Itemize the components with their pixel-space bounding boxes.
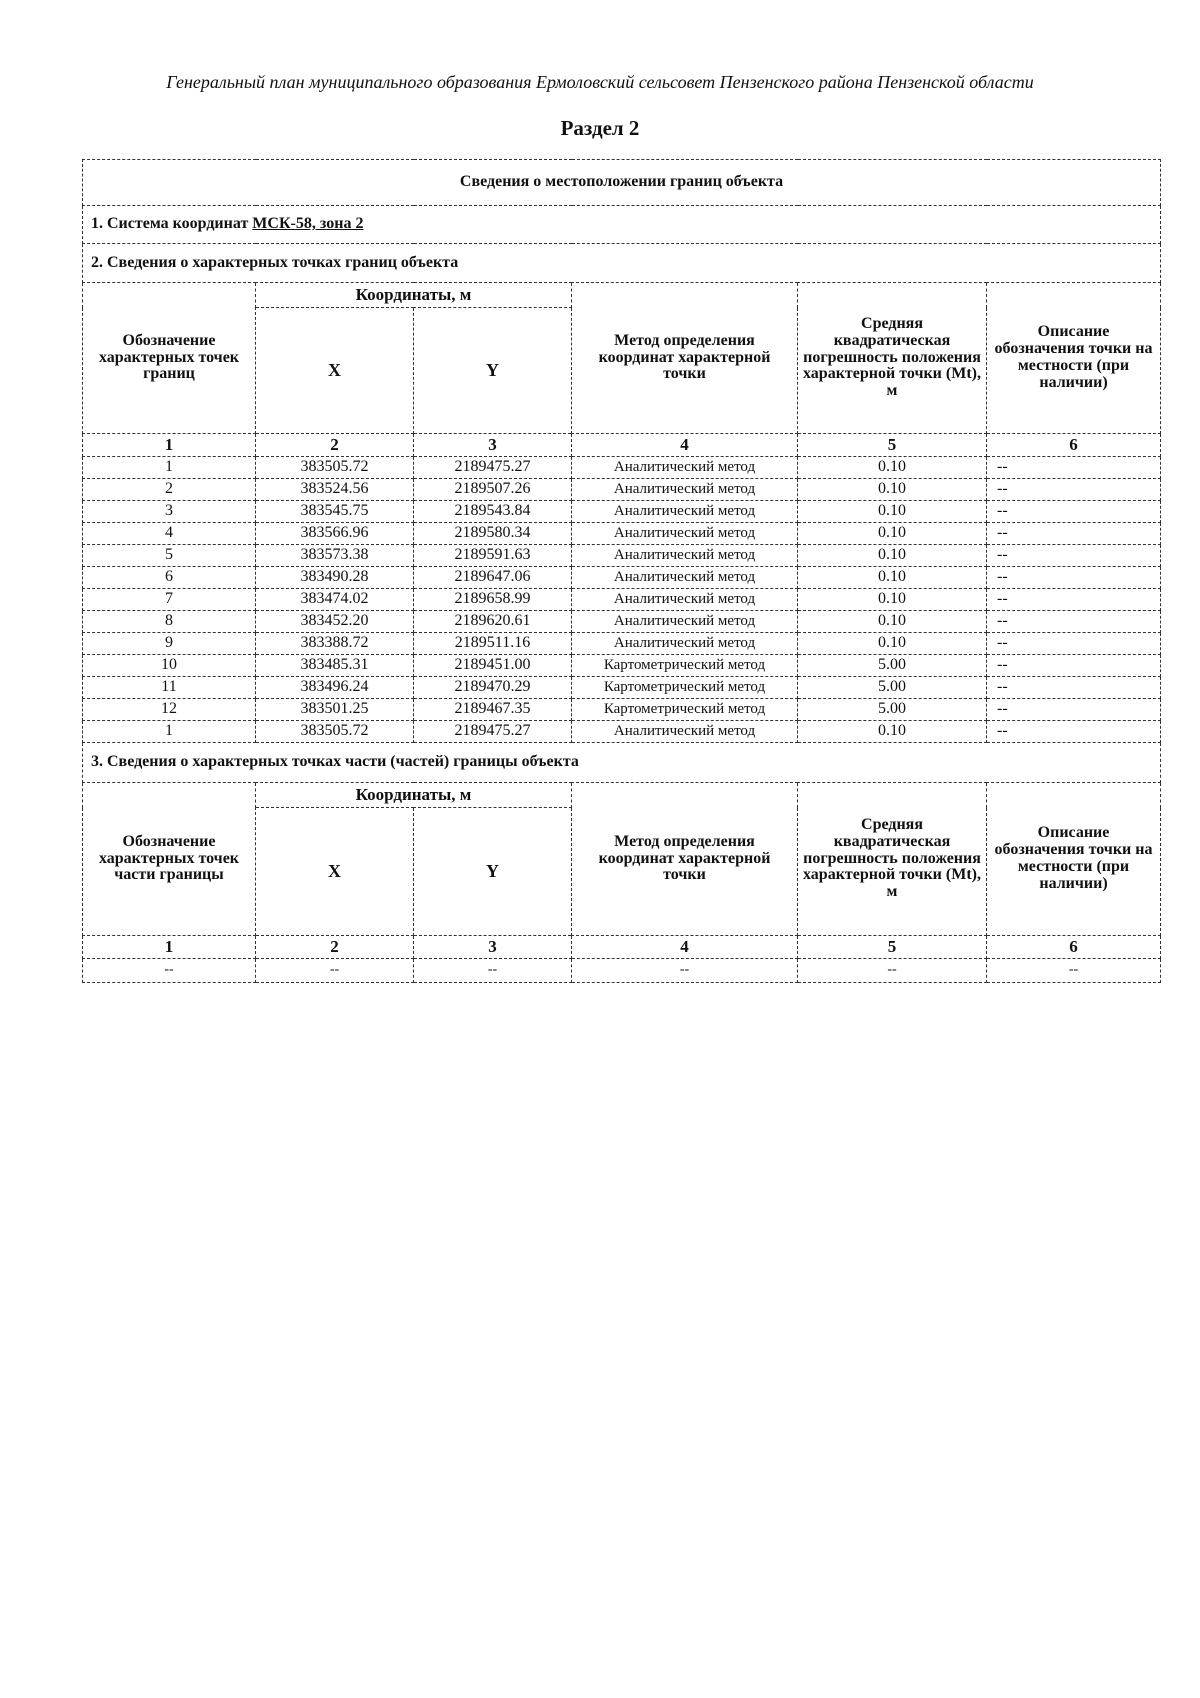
empty-cell: -- xyxy=(798,959,987,983)
accuracy: 0.10 xyxy=(798,457,987,479)
coord-y: 2189475.27 xyxy=(414,721,572,743)
table-row xyxy=(83,523,1161,545)
coord-y: 2189507.26 xyxy=(414,479,572,501)
point-id: 11 xyxy=(83,677,256,699)
point-id: 9 xyxy=(83,633,256,655)
column-number: 5 xyxy=(798,434,987,457)
point-id: 5 xyxy=(83,545,256,567)
accuracy: 0.10 xyxy=(798,523,987,545)
table-row xyxy=(83,959,1161,983)
header3-coords: Координаты, м xyxy=(256,783,572,808)
header-accuracy: Средняя квадратическая погрешность положения характерной точки (Mt), м xyxy=(798,283,987,434)
description: -- xyxy=(987,721,1161,743)
coord-x: 383505.72 xyxy=(256,457,414,479)
column-number: 3 xyxy=(414,936,572,959)
empty-cell: -- xyxy=(572,959,798,983)
description: -- xyxy=(987,699,1161,721)
method: Аналитический метод xyxy=(572,721,798,743)
method: Аналитический метод xyxy=(572,545,798,567)
accuracy: 0.10 xyxy=(798,633,987,655)
coord-x: 383505.72 xyxy=(256,721,414,743)
description: -- xyxy=(987,457,1161,479)
point-id: 6 xyxy=(83,567,256,589)
crs-value: МСК-58, зона 2 xyxy=(252,215,364,233)
method: Аналитический метод xyxy=(572,501,798,523)
point-id: 4 xyxy=(83,523,256,545)
column-number: 4 xyxy=(572,936,798,959)
coord-y: 2189647.06 xyxy=(414,567,572,589)
coord-x: 383524.56 xyxy=(256,479,414,501)
column-number: 5 xyxy=(798,936,987,959)
accuracy: 5.00 xyxy=(798,655,987,677)
coord-y: 2189467.35 xyxy=(414,699,572,721)
table-row xyxy=(83,545,1161,567)
column-number: 6 xyxy=(987,936,1161,959)
point-id: 12 xyxy=(83,699,256,721)
crs-prefix: 1. Система координат xyxy=(91,215,249,233)
header-x: X xyxy=(256,308,414,434)
header3-description: Описание обозначения точки на местности (при наличии) xyxy=(987,783,1161,936)
description: -- xyxy=(987,479,1161,501)
header-point: Обозначение характерных точек границ xyxy=(83,283,256,434)
column-number: 4 xyxy=(572,434,798,457)
accuracy: 0.10 xyxy=(798,721,987,743)
column-number-row xyxy=(83,434,1161,457)
accuracy: 0.10 xyxy=(798,545,987,567)
column-number: 2 xyxy=(256,936,414,959)
table-title: Сведения о местоположении границ объекта xyxy=(83,160,1161,206)
coord-y: 2189470.29 xyxy=(414,677,572,699)
table-row xyxy=(83,611,1161,633)
point-id: 10 xyxy=(83,655,256,677)
table-row xyxy=(83,479,1161,501)
table-row xyxy=(83,633,1161,655)
table-row xyxy=(83,457,1161,479)
accuracy: 0.10 xyxy=(798,479,987,501)
column-number: 6 xyxy=(987,434,1161,457)
description: -- xyxy=(987,589,1161,611)
coord-y: 2189580.34 xyxy=(414,523,572,545)
table-row xyxy=(83,567,1161,589)
document-header: Генеральный план муниципального образования Ермоловский сельсовет Пензенского района Пензенской области xyxy=(166,72,1034,92)
description: -- xyxy=(987,677,1161,699)
coord-x: 383474.02 xyxy=(256,589,414,611)
point-id: 1 xyxy=(83,721,256,743)
point-id: 3 xyxy=(83,501,256,523)
boundary-table xyxy=(82,159,1161,983)
table-row xyxy=(83,655,1161,677)
accuracy: 5.00 xyxy=(798,699,987,721)
method: Аналитический метод xyxy=(572,567,798,589)
column-number: 2 xyxy=(256,434,414,457)
section-title: Раздел 2 xyxy=(560,116,640,140)
table-row xyxy=(83,699,1161,721)
accuracy: 0.10 xyxy=(798,589,987,611)
accuracy: 0.10 xyxy=(798,611,987,633)
coord-y: 2189620.61 xyxy=(414,611,572,633)
empty-cell: -- xyxy=(414,959,572,983)
method: Картометрический метод xyxy=(572,677,798,699)
description: -- xyxy=(987,523,1161,545)
point-id: 8 xyxy=(83,611,256,633)
coord-y: 2189451.00 xyxy=(414,655,572,677)
accuracy: 0.10 xyxy=(798,567,987,589)
description: -- xyxy=(987,545,1161,567)
section3-title: 3. Сведения о характерных точках части (частей) границы объекта xyxy=(83,743,1161,783)
description: -- xyxy=(987,567,1161,589)
coord-y: 2189591.63 xyxy=(414,545,572,567)
table-row xyxy=(83,721,1161,743)
coord-x: 383496.24 xyxy=(256,677,414,699)
coord-x: 383452.20 xyxy=(256,611,414,633)
empty-cell: -- xyxy=(987,959,1161,983)
header3-method: Метод определения координат характерной точки xyxy=(572,783,798,936)
method: Аналитический метод xyxy=(572,479,798,501)
table-row xyxy=(83,501,1161,523)
coord-y: 2189511.16 xyxy=(414,633,572,655)
method: Картометрический метод xyxy=(572,699,798,721)
method: Аналитический метод xyxy=(572,523,798,545)
column-number: 1 xyxy=(83,936,256,959)
header3-point: Обозначение характерных точек части границы xyxy=(83,783,256,936)
section2-title: 2. Сведения о характерных точках границ объекта xyxy=(83,244,1161,283)
description: -- xyxy=(987,633,1161,655)
empty-cell: -- xyxy=(83,959,256,983)
coord-y: 2189543.84 xyxy=(414,501,572,523)
coord-x: 383490.28 xyxy=(256,567,414,589)
coord-y: 2189475.27 xyxy=(414,457,572,479)
column-number-row xyxy=(83,936,1161,959)
header3-x: X xyxy=(256,808,414,936)
method: Аналитический метод xyxy=(572,589,798,611)
point-id: 1 xyxy=(83,457,256,479)
header-method: Метод определения координат характерной точки xyxy=(572,283,798,434)
column-number: 3 xyxy=(414,434,572,457)
method: Аналитический метод xyxy=(572,633,798,655)
accuracy: 5.00 xyxy=(798,677,987,699)
point-id: 2 xyxy=(83,479,256,501)
accuracy: 0.10 xyxy=(798,501,987,523)
coord-x: 383545.75 xyxy=(256,501,414,523)
table-row xyxy=(83,677,1161,699)
header-y: Y xyxy=(414,308,572,434)
coord-x: 383388.72 xyxy=(256,633,414,655)
point-id: 7 xyxy=(83,589,256,611)
empty-cell: -- xyxy=(256,959,414,983)
column-number: 1 xyxy=(83,434,256,457)
method: Аналитический метод xyxy=(572,457,798,479)
description: -- xyxy=(987,655,1161,677)
description: -- xyxy=(987,611,1161,633)
crs-row xyxy=(83,206,1161,244)
description: -- xyxy=(987,501,1161,523)
header3-y: Y xyxy=(414,808,572,936)
method: Картометрический метод xyxy=(572,655,798,677)
coord-y: 2189658.99 xyxy=(414,589,572,611)
method: Аналитический метод xyxy=(572,611,798,633)
header-coords: Координаты, м xyxy=(256,283,572,308)
coord-x: 383566.96 xyxy=(256,523,414,545)
table-row xyxy=(83,589,1161,611)
coord-x: 383485.31 xyxy=(256,655,414,677)
header3-accuracy: Средняя квадратическая погрешность положения характерной точки (Mt), м xyxy=(798,783,987,936)
coord-x: 383501.25 xyxy=(256,699,414,721)
header-description: Описание обозначения точки на местности (при наличии) xyxy=(987,283,1161,434)
coord-x: 383573.38 xyxy=(256,545,414,567)
